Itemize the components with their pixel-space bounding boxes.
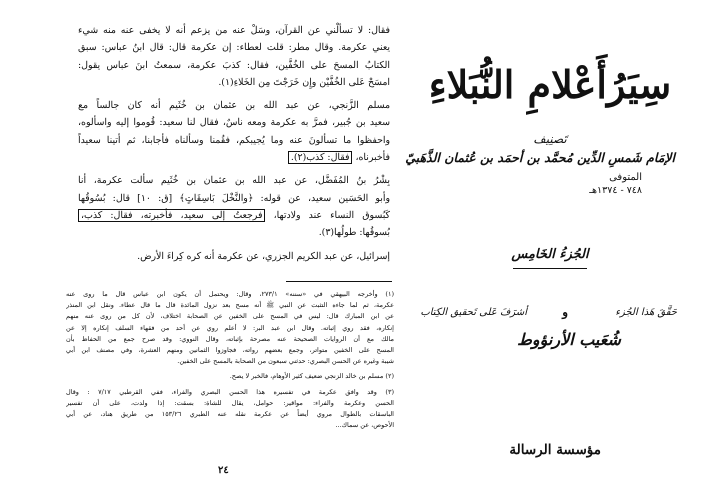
body-line: بُسوقُها: طولُها(٣).	[318, 227, 390, 239]
volume-label: الجُزءُ الخَامِس	[511, 247, 589, 262]
and-word: و	[562, 305, 568, 319]
body-line: سعيد بن جُبير، فمرَّ به عكرمة ومعه ناسٌ، فقال لنا سعيد: قُوموا إليه واسألوه،	[78, 117, 390, 129]
body-text-fragment: فأخبرناه،	[355, 152, 390, 164]
body-line: مسلم الزَّنجي، عن عبد الله بن عثمان بن خُثَيم أنه كان جالساً مع	[78, 100, 390, 112]
footnote-line: المسح على الخفين متواتر، وجمع بعضهم رواته، فجاوزوا الثمانين ومنهم العشرة، وفي مصنف ابن أبي	[66, 345, 394, 354]
footnote-line: (٣) وقد وافق عكرمة في تفسيره هذا الحسن البصري والفراء، ففي القرطبي ٧/١٧ : وقال	[66, 387, 394, 396]
footnote-line: (١) وأخرجه البيهقي في «سننه» ٢٧٣/١، وقال: ويحتمل أن يكون ابن عباس قال ما روى عنه	[66, 290, 394, 298]
died-label: المتوفى	[609, 172, 642, 183]
body-line: وأبو الحَسَين سعيد، عن قوله: ﴿والنَّخْلَ بَاسِقَاتٍ﴾ [ق: ١٠] قال: بُسُوقُها	[78, 192, 390, 204]
died-years: ٧٤٨ - ١٣٧٤هـ	[589, 185, 642, 196]
publisher-logo: مؤسسة الرسالة	[509, 442, 601, 458]
body-text-fragment: كَبُسوق النساء عند ولادتها،	[273, 209, 390, 221]
supervision-label: أشرَفَ عَلى تَحقيق الكِتاب	[420, 307, 527, 318]
body-line-with-box	[78, 149, 390, 166]
author-name: الإمَام شَمسِ الدِّين مُحمَّد بن أحمَد بن عُثمان الذَّهَبيّ	[405, 150, 675, 165]
body-line: امسَحْ عَلى الخُفَّيْن وإِن خَرَجْتَ مِن الخَلاءِ(١).	[218, 76, 390, 88]
footnote-line: عكرمة، ثم لما جاءه التثبت عن النبي ﷺ أنه مسح بعد نزول المائدة قال ما قال عطاء. ونقل ابن المنذر	[66, 301, 394, 310]
body-line: الكتابُ المسحَ على الخُفَّين، فقال: كذبَ عكرمة، سمعتُ ابنَ عباس يقول:	[78, 59, 390, 71]
page-number: ٢٤	[218, 465, 229, 476]
footnote-line: شيبة وغيره عن الحسن البصري: حدثني سبعون من الصحابة بالمسح على الخفين.	[177, 357, 394, 366]
footnotes	[66, 289, 394, 431]
body-line: فقال: لا تسألْني عن القرآن، وسَلْ عنه من يزعم أنه لا يخفى عنه منه شيء	[78, 25, 390, 36]
editor-name: شُعَيب الأرنؤوط	[517, 330, 621, 349]
footnote-line: (٢) مسلم بن خالد الزنجي ضعيف كثير الأوهام، فالخبر لا يصح.	[229, 372, 394, 381]
footnote-line: الباسقات بالطوال مروي أيضاً عن عكرمة نقله عنه الطبري ١٥٣/٢٦ من طريق هناد، عن أبي	[66, 409, 394, 418]
body-line: يعني عكرمة. وقال مطر: قلت لعطاء: إن عكرمة قال: قال ابنُ عباس: سبق	[78, 42, 390, 54]
footnote-line: الحسن وعكرمة والفراء: مواقير: حوامل، يقال للشاة: بسقت: إذا ولدت، على أن تفسير	[66, 398, 394, 407]
footnote-line: الأحوص، عن سماك...	[335, 421, 394, 430]
author-label: تَصنِيف	[533, 132, 567, 146]
body-line: واحفظوا ما تسألونَ عنه وما يُجيبكم، فقُمنا وسألناه فأجابنا، ثم أتينا سعيداً	[78, 134, 390, 146]
footnote-divider	[286, 281, 392, 282]
footnote-line: مالك مع أن الروايات الصحيحة عنه مصرحة بإثباته، وقال النووي: وقد صرح جمع من الحفاظ بأن	[66, 334, 394, 343]
edited-by-label: حَقَّقَ هَذا الجُزء	[615, 307, 677, 318]
footnote-line: إنكاره، فقد روي إثباته. وقال ابن عبد البر: لا أعلم روي عن أحد من فقهاء السلف إنكاره إلا عن	[66, 323, 394, 332]
boxed-phrase: فرجعتُ إلى سعيد، فأخبرته، فقال: كذب،	[78, 209, 265, 222]
title-page	[405, 0, 702, 496]
book-title: سِيَرُأَعْلامِ النُّبَلاءِ	[428, 62, 672, 107]
body-line-with-box	[78, 207, 390, 224]
body-text	[78, 22, 390, 265]
boxed-phrase: فقال: كذب(٢).	[288, 151, 353, 164]
volume-underline	[513, 268, 587, 269]
footnote-line: عن ابن المبارك قال: ليس في المسح على الخفين عن الصحابة اختلاف، لأن كل من روى عنه منهم	[66, 312, 394, 321]
body-line: بِشْرُ بنُ المُفَضَّل، عن عبد الله بن عثمان بن خُثَيم سألت عكرمة، أنا	[78, 175, 390, 187]
body-line: إسرائيل، عن عبد الكريم الجزري، عن عكرمة أنه كره كِراءَ الأرض.	[137, 250, 390, 262]
